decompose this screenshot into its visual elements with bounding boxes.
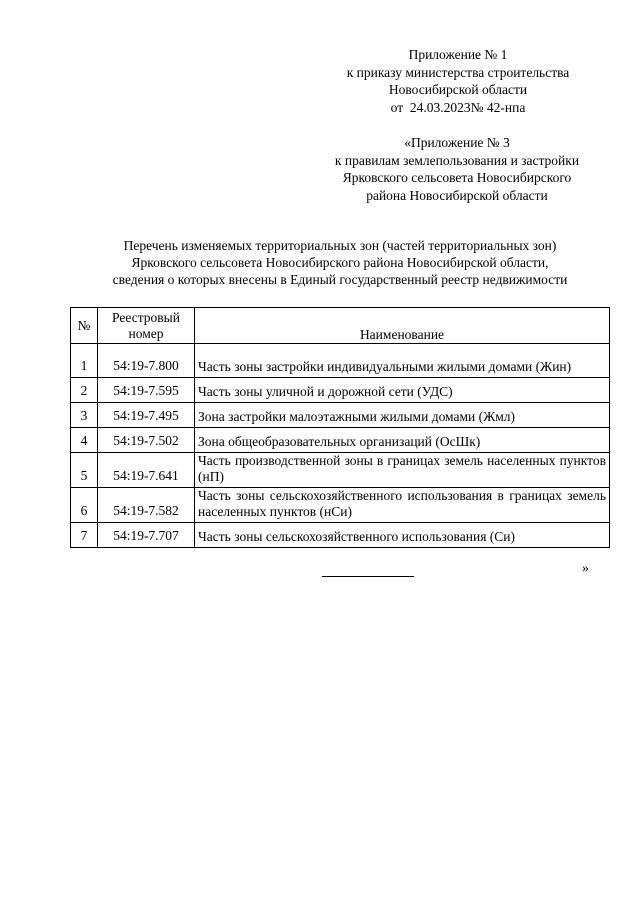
row-name: Часть зоны уличной и дорожной сети (УДС) [195, 378, 610, 403]
appendix-line: к приказу министерства строительства [346, 64, 570, 80]
appendix-ref-line: района Новосибирской области [366, 187, 548, 203]
row-no: 4 [71, 428, 98, 453]
document-title [70, 237, 610, 288]
appendix-reference [312, 134, 602, 204]
row-no: 3 [71, 403, 98, 428]
row-reg-num: 54:19-7.707 [98, 523, 195, 548]
title-line: Ярковского сельсовета Новосибирского района Новосибирской области, [131, 255, 549, 270]
row-name: Часть производственной зоны в границах земель населенных пунктов (нП) [195, 453, 610, 488]
title-line: Перечень изменяемых территориальных зон (частей территориальных зон) [123, 238, 557, 253]
appendix-ref-line: Ярковского сельсовета Новосибирского [342, 170, 572, 185]
row-reg-num: 54:19-7.800 [98, 344, 195, 378]
zones-table [70, 307, 610, 548]
appendix-date-line: от 24.03.2023№ 42-нпа [390, 99, 526, 115]
header-no: № [71, 308, 98, 344]
table-row [71, 344, 610, 378]
row-name: Часть зоны застройки индивидуальными жилыми домами (Жин) [195, 344, 610, 378]
appendix-line: Приложение № 1 [408, 47, 508, 62]
header-reg-num: Реестровый номер [98, 308, 195, 344]
appendix-ref-line: «Приложение № 3 [404, 135, 510, 150]
appendix-line: Новосибирской области [388, 82, 528, 97]
row-no: 5 [71, 453, 98, 488]
row-name: Часть зоны сельскохозяйственного использования в границах земель населенных пунктов (нСи) [195, 488, 610, 523]
appendix-header [320, 46, 596, 116]
title-line: сведения о которых внесены в Единый государственный реестр недвижимости [112, 272, 568, 287]
row-name: Зона застройки малоэтажными жилыми домами (Жмл) [195, 403, 610, 428]
row-no: 1 [71, 344, 98, 378]
row-reg-num: 54:19-7.641 [98, 453, 195, 488]
row-name: Зона общеобразовательных организаций (ОсШк) [195, 428, 610, 453]
row-reg-num: 54:19-7.595 [98, 378, 195, 403]
table-row [71, 488, 610, 523]
row-reg-num: 54:19-7.582 [98, 488, 195, 523]
row-no: 2 [71, 378, 98, 403]
table-row [71, 453, 610, 488]
table-row [71, 378, 610, 403]
table-row [71, 523, 610, 548]
table-row [71, 403, 610, 428]
closing-quote: » [582, 561, 589, 576]
row-no: 7 [71, 523, 98, 548]
row-reg-num: 54:19-7.502 [98, 428, 195, 453]
table-header-row [71, 308, 610, 344]
appendix-ref-line: к правилам землепользования и застройки [334, 152, 580, 168]
row-reg-num: 54:19-7.495 [98, 403, 195, 428]
end-divider-line [322, 576, 414, 577]
row-name: Часть зоны сельскохозяйственного использования (Си) [195, 523, 610, 548]
row-no: 6 [71, 488, 98, 523]
table-row [71, 428, 610, 453]
header-name: Наименование [195, 308, 610, 344]
